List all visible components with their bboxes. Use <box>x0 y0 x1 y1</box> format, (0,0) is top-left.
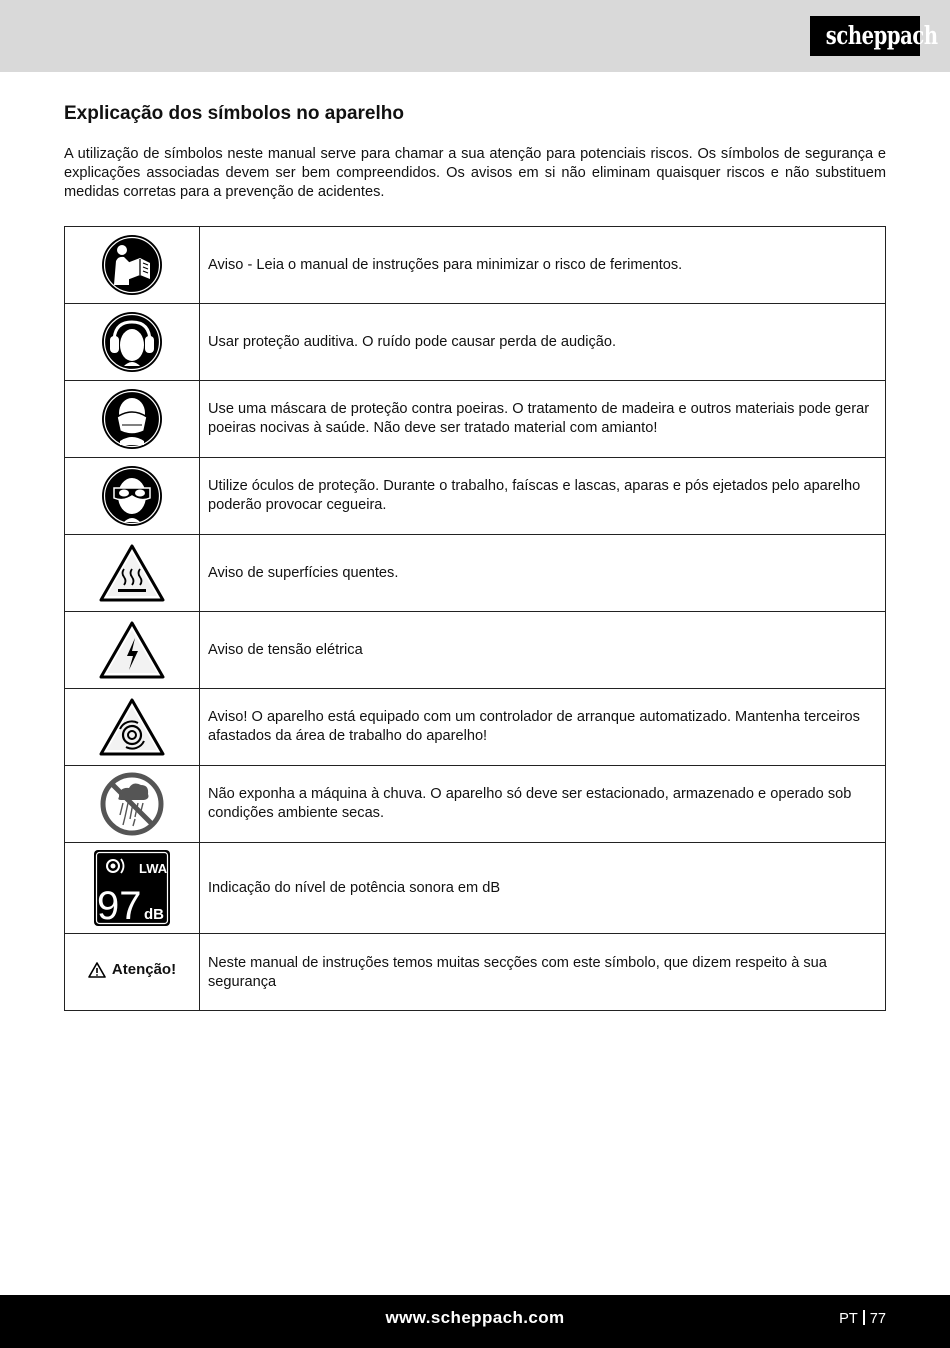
header-band <box>0 0 950 72</box>
warning-triangle-icon <box>88 962 106 978</box>
page-number: 77 <box>869 1311 886 1327</box>
attention-label: Atenção! <box>111 961 177 979</box>
brand-logo <box>810 16 938 56</box>
symbol-description: Utilize óculos de proteção. Durante o trabalho, faíscas e lascas, aparas e pós ejetados pelo aparelho poderão provocar cegueira. <box>200 458 886 535</box>
symbol-description: Aviso! O aparelho está equipado com um controlador de arranque automatizado. Mantenha terceiros afastados da área de trabalho do aparelho! <box>200 689 886 766</box>
sound-level-unit: dB <box>144 906 164 923</box>
no-rain-icon <box>99 771 165 837</box>
automatic-start-warning-icon <box>98 697 166 757</box>
symbol-description: Neste manual de instruções temos muitas secções com este símbolo, que dizem respeito à sua segurança <box>200 934 886 1011</box>
table-row <box>65 535 886 612</box>
table-row <box>65 612 886 689</box>
symbol-description: Aviso - Leia o manual de instruções para minimizar o risco de ferimentos. <box>200 227 886 304</box>
table-row <box>65 227 886 304</box>
sound-level-value: 97 <box>97 884 142 927</box>
sound-power-level-icon <box>93 849 171 927</box>
hot-surface-warning-icon <box>98 543 166 603</box>
symbol-description: Aviso de superfícies quentes. <box>200 535 886 612</box>
intro-paragraph: A utilização de símbolos neste manual serve para chamar a sua atenção para potenciais riscos. Os símbolos de segurança e explicações associadas devem ser bem compreendidos. Os avisos em si não eliminam quaisquer riscos e não substituem medidas corretas para a prevenção de acidentes. <box>64 146 886 200</box>
symbol-description: Não exponha a máquina à chuva. O aparelho só deve ser estacionado, armazenado e operado sob condições ambiente secas. <box>200 766 886 843</box>
page-separator <box>863 1310 865 1325</box>
page-indicator <box>839 1310 886 1327</box>
language-code: PT <box>839 1311 858 1327</box>
hearing-protection-icon <box>100 310 164 374</box>
symbol-description: Aviso de tensão elétrica <box>200 612 886 689</box>
symbol-table <box>64 226 886 1011</box>
safety-goggles-icon <box>100 464 164 528</box>
brand-logo-text: scheppach <box>825 21 938 50</box>
attention-label-group <box>88 961 176 978</box>
table-row <box>65 843 886 934</box>
lwa-label: LWA <box>139 861 168 876</box>
dust-mask-icon <box>100 387 164 451</box>
table-row <box>65 381 886 458</box>
table-row <box>65 934 886 1011</box>
table-row <box>65 689 886 766</box>
page-title: Explicação dos símbolos no aparelho <box>64 103 404 124</box>
electric-voltage-warning-icon <box>98 620 166 680</box>
symbol-description: Usar proteção auditiva. O ruído pode causar perda de audição. <box>200 304 886 381</box>
footer-url[interactable]: www.scheppach.com <box>385 1308 565 1327</box>
symbol-description: Indicação do nível de potência sonora em dB <box>200 843 886 934</box>
table-row <box>65 304 886 381</box>
table-row <box>65 766 886 843</box>
symbol-description: Use uma máscara de proteção contra poeiras. O tratamento de madeira e outros materiais pode gerar poeiras nocivas à saúde. Não deve ser tratado material com amianto! <box>200 381 886 458</box>
read-manual-icon <box>100 233 164 297</box>
table-row <box>65 458 886 535</box>
